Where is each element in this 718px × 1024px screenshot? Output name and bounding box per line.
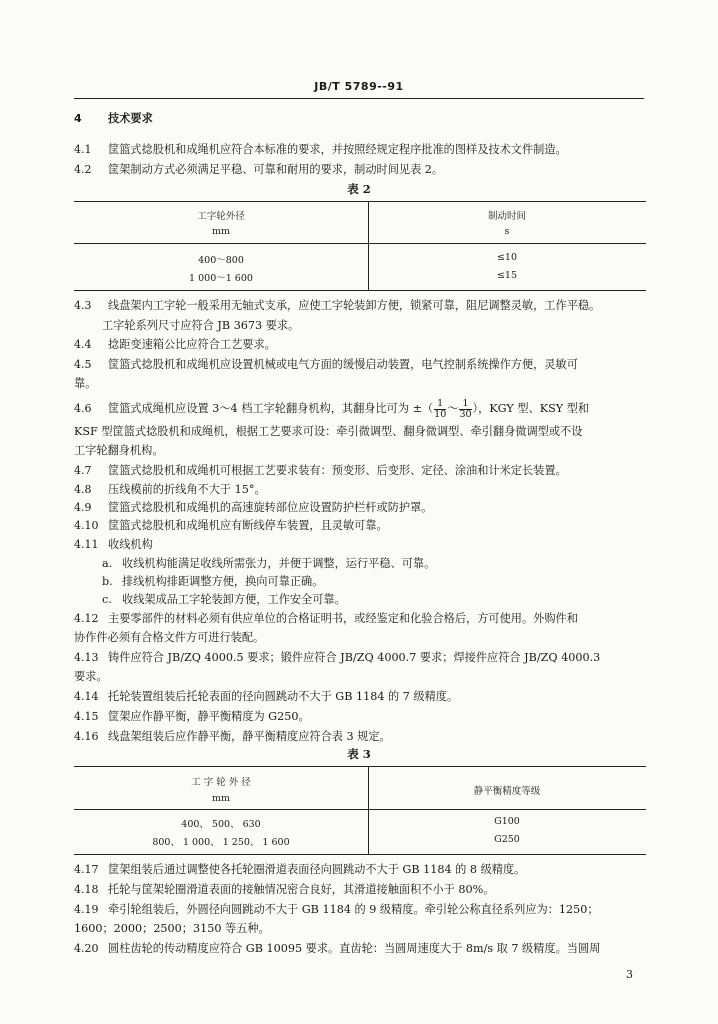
list-item-b: b. 排线机构排距调整方便，换向可靠正确。: [102, 575, 324, 588]
clause-4-12-cont: 协作件必须有合格文件方可进行装配。: [74, 631, 265, 644]
clause-4-6-cont1: KSF 型筐篮式捻股机和成绳机，根据工艺要求可设：牵引微调型、翻身微调型、牵引翻身微调型或不设: [74, 425, 583, 438]
section-heading: [74, 111, 646, 126]
table2-row2-time: ≤15: [496, 270, 518, 281]
clause-4-20: 4.20 圆柱齿轮的传动精度应符合 GB 10095 要求。直齿轮：当圆周速度大于 8m/s 取 7 级精度。当圆周: [74, 942, 601, 955]
clause-4-4: 4.4 捻距变速箱公比应符合工艺要求。: [74, 338, 276, 351]
table3-col1-title: 工 字 轮 外 径: [191, 777, 251, 788]
clause-4-17: 4.17 筐架组装后通过调整使各托轮圈滑道表面径向圆跳动不大于 GB 1184 的 8 级精度。: [74, 863, 526, 876]
table2-col1-title: 工字轮外径: [197, 211, 245, 222]
clause-4-18: 4.18 托轮与筐架轮圈滑道表面的接触情况密合良好，其滑道接触面积不小于 80%。: [74, 883, 495, 896]
clause-4-3-cont: 工字轮系列尺寸应符合 JB 3673 要求。: [102, 319, 300, 332]
table2-header-rule: [74, 243, 646, 244]
table2-col2-title: 制动时间: [487, 211, 526, 222]
table2-row2-range: 1 000～1 600: [189, 273, 253, 284]
clause-4-15: 4.15 筐架应作静平衡，静平衡精度为 G250。: [74, 710, 310, 723]
table3-top-rule: [74, 766, 646, 767]
fraction-1-10: $\frac{1}{10}$: [434, 397, 447, 420]
section-number: 4: [74, 112, 82, 125]
table2-top-rule: [74, 201, 646, 202]
list-item-c: c. 收线架成品工字轮装卸方便，工作安全可靠。: [102, 593, 346, 606]
table3-col2-title: 静平衡精度等级: [473, 786, 541, 797]
table2-row1-time: ≤10: [496, 252, 518, 263]
clause-4-13-cont: 要求。: [74, 670, 108, 683]
table2-bottom-rule: [74, 290, 646, 291]
section-title: 技术要求: [108, 112, 153, 125]
clause-4-12: 4.12 主要零部件的材料必须有供应单位的合格证明书，或经鉴定和化验合格后，方可使用。外购件和: [74, 612, 578, 625]
header-rule: [74, 98, 644, 99]
clause-4-3: 4.3 线盘架内工字轮一般采用无轴式支承，应使工字轮装卸方便，锁紧可靠，阻尼调整灵敏，工作平稳。: [74, 299, 601, 312]
clause-4-19: 4.19 牵引轮组装后，外圆径向圆跳动不大于 GB 1184 的 9 级精度。牵引轮公称直径系列应为：1250；: [74, 903, 599, 916]
clause-4-14: 4.14 托轮装置组装后托轮表面的径向圆跳动不大于 GB 1184 的 7 级精度。: [74, 690, 459, 703]
page-number: 3: [626, 968, 633, 981]
table3-row2-range: 800、 1 000、 1 250、 1 600: [152, 837, 290, 848]
clause-4-1: 4.1 筐篮式捻股机和成绳机应符合本标准的要求，并按照经规定程序批准的图样及技术文件制造。: [74, 143, 567, 156]
list-item-a: a. 收线机构能满足收线所需张力，并便于调整，运行平稳、可靠。: [102, 557, 436, 570]
table3-caption: 表 3: [347, 747, 371, 761]
standard-header: JB/T 5789--91: [314, 80, 404, 93]
table3-row2-grade: G250: [494, 834, 520, 845]
fraction-1-30: $\frac{1}{30}$: [459, 397, 472, 420]
clause-4-9: 4.9 筐篮式捻股机和成绳机的高速旋转部位应设置防护栏杆或防护罩。: [74, 501, 433, 514]
table3-header-rule: [74, 809, 646, 810]
clause-4-10: 4.10 筐篮式捻股机和成绳机应有断线停车装置，且灵敏可靠。: [74, 519, 388, 532]
clause-4-19-cont: 1600；2000；2500；3150 等五种。: [74, 922, 270, 935]
clause-4-8: 4.8 压线模前的折线角不大于 15°。: [74, 483, 266, 496]
table3-row1-range: 400、 500、 630: [181, 819, 261, 830]
clause-4-13: 4.13 铸件应符合 JB/ZQ 4000.5 要求；锻件应符合 JB/ZQ 4000.7 要求；焊接件应符合 JB/ZQ 4000.3: [74, 651, 601, 664]
clause-4-5-cont: 靠。: [74, 377, 97, 390]
table2-column-divider-body: [368, 243, 369, 290]
table2-caption: 表 2: [347, 182, 371, 196]
clause-4-6: 4.6 筐篮式成绳机应设置 3～4 档工字轮翻身机构，其翻身比可为 ±（ $\frac{1}{10}$ ～ $\frac{1}{30}$ ），KGY 型、KSY 型和: [74, 397, 590, 420]
clause-4-16: 4.16 线盘架组装后应作静平衡，静平衡精度应符合表 3 规定。: [74, 730, 391, 743]
clause-4-5: 4.5 筐篮式捻股机和成绳机应设置机械或电气方面的缓慢启动装置，电气控制系统操作方便，灵敏可: [74, 358, 578, 371]
table2-col2-unit: s: [504, 226, 510, 237]
clause-4-2: 4.2 筐架制动方式必须满足平稳、可靠和耐用的要求，制动时间见表 2。: [74, 163, 444, 176]
clause-4-7: 4.7 筐篮式捻股机和成绳机可根据工艺要求装有：预变形、后变形、定径、涂油和计米定长装置。: [74, 464, 567, 477]
clause-4-6-cont2: 工字轮翻身机构。: [74, 444, 164, 457]
table2-col1-unit: mm: [211, 226, 231, 237]
clause-4-11: 4.11 收线机构: [74, 538, 153, 551]
table2-row1-range: 400～800: [198, 255, 244, 266]
table3-col1-unit: mm: [211, 793, 231, 804]
table3-row1-grade: G100: [494, 816, 520, 827]
table3-bottom-rule: [74, 854, 646, 855]
